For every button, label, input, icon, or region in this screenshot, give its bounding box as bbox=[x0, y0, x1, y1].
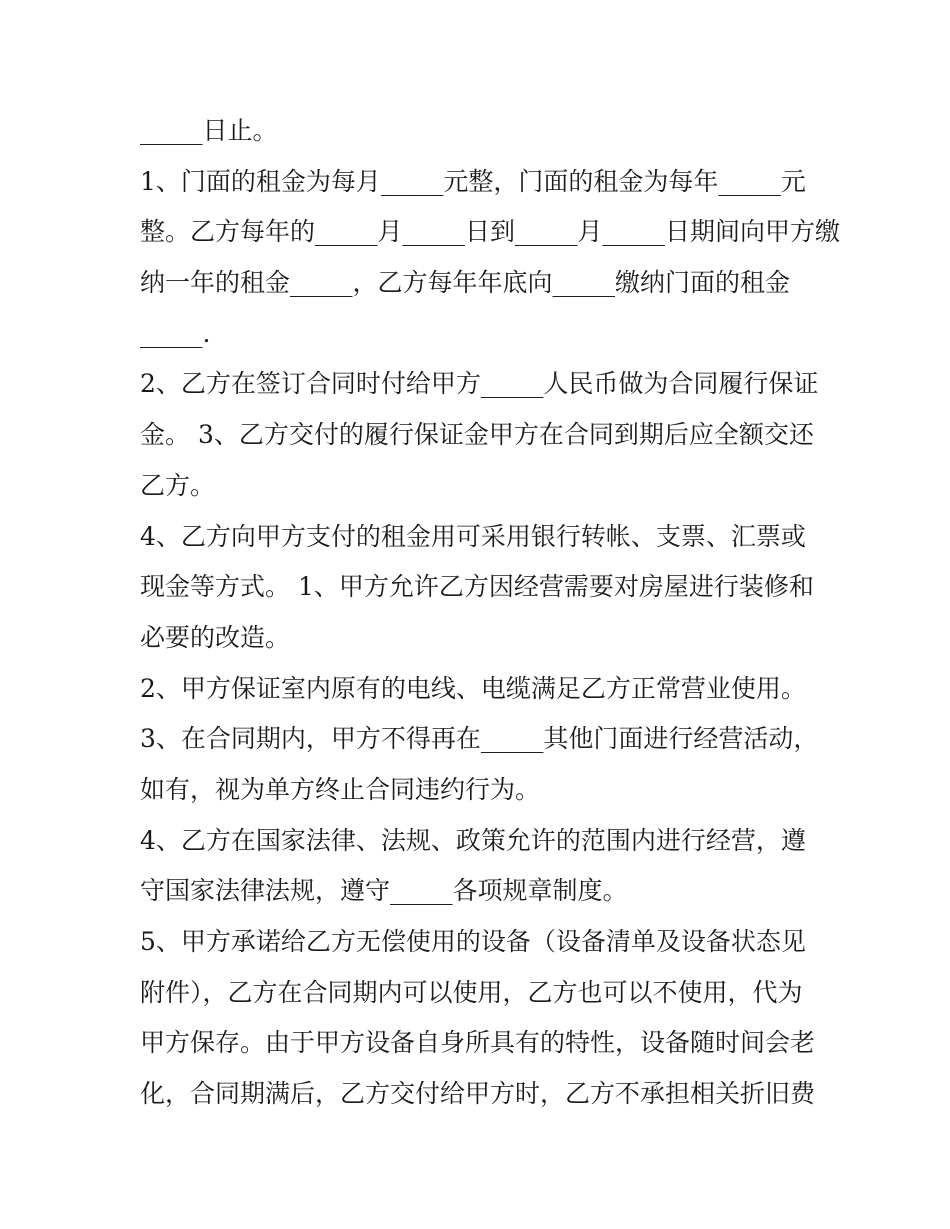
text-line: 5、甲方承诺给乙方无偿使用的设备（设备清单及设备状态见 bbox=[140, 927, 806, 956]
text-line: 如有，视为单方终止合同违约行为。 bbox=[140, 774, 541, 804]
text-line: 附件），乙方在合同期内可以使用，乙方也可以不使用，代为 bbox=[140, 977, 803, 1007]
text-line: _____日止。 bbox=[140, 116, 278, 145]
text-line: 现金等方式。 1、甲方允许乙方因经营需要对房屋进行装修和 bbox=[140, 572, 814, 602]
text-line: 4、乙方在国家法律、法规、政策允许的范围内进行经营，遵 bbox=[140, 825, 806, 855]
text-line: 金。 3、乙方交付的履行保证金甲方在合同到期后应全额交还 bbox=[140, 420, 814, 450]
text-line: 3、在合同期内，甲方不得再在_____其他门面进行经营活动， bbox=[140, 724, 819, 754]
text-line: 4、乙方向甲方支付的租金用可采用银行转帐、支票、汇票或 bbox=[140, 521, 806, 551]
text-line: 乙方。 bbox=[140, 470, 216, 500]
text-line: 2、甲方保证室内原有的电线、电缆满足乙方正常营业使用。 bbox=[140, 673, 806, 703]
text-line: 整。乙方每年的_____月_____日到_____月_____日期间向甲方缴 bbox=[140, 217, 841, 247]
contract-text bbox=[140, 106, 841, 1120]
text-line: 1、门面的租金为每月_____元整，门面的租金为每年_____元 bbox=[140, 166, 806, 196]
text-line: 2、乙方在签订合同时付给甲方_____人民币做为合同履行保证 bbox=[140, 369, 819, 399]
text-line: 甲方保存。由于甲方设备自身所具有的特性，设备随时间会老 bbox=[140, 1028, 816, 1058]
text-line: 守国家法律法规，遵守_____各项规章制度。 bbox=[140, 876, 628, 906]
text-line: 必要的改造。 bbox=[140, 622, 291, 652]
text-line: 化，合同期满后，乙方交付给甲方时，乙方不承担相关折旧费 bbox=[140, 1079, 816, 1109]
text-line: _____. bbox=[140, 318, 211, 348]
text-line: 纳一年的租金_____，乙方每年年底向_____缴纳门面的租金 bbox=[140, 268, 791, 298]
